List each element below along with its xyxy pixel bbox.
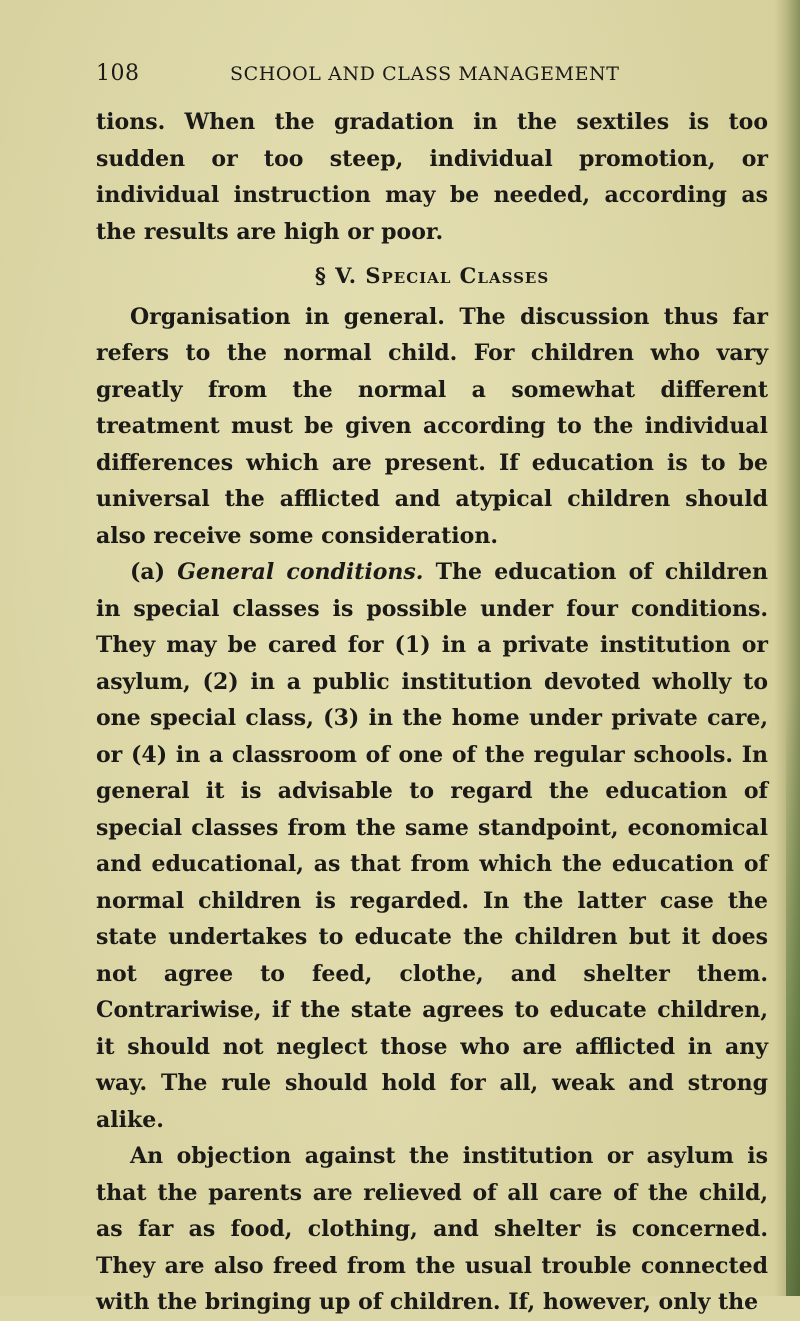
run-in-heading: Organisation in general. [130,303,445,330]
body-text [96,104,768,1321]
paragraph-general-conditions [96,554,768,1138]
page-number: 108 [96,61,140,86]
paragraph-continued: tions. When the gradation in the sextiles is too sudden or too steep, individual promotion, or individual instruction may be needed, according as the results are high or poor. [96,109,768,245]
page-edge-shadow-lower [786,700,800,1296]
running-title: SCHOOL AND CLASS MANAGEMENT [230,63,620,85]
subsection-label: (a) [130,559,178,585]
paragraph-text: The education of children in special classes is possible under four conditions. They may be cared for (1) in a private institution or asylum, (2) in a public institution devoted wholly to one special class, (3) in the home under private care, or (4) in a classroom of one of the regular schools. In general it is advisable to regard the education of special classes from the same standpoint, economical and educational, as that from which the education of normal children is regarded. In the latter case the state undertakes to educate the children but it does not agree to feed, clothe, and shelter them. Contrariwise, if the state agrees to educate children, it should not neglect those who are afflicted in any way. The rule should hold for all, weak and strong alike. [96,559,768,1133]
paragraph-organisation [96,299,768,555]
running-head [96,56,768,92]
paragraph-objection: An objection against the institution or asylum is that the parents are relieved of all care of the child, as far as food, clothing, and shelter is concerned. They are also freed from the usual trouble connected with the bringing up of children. If, however, only the [96,1143,768,1315]
run-in-heading: General conditions. [177,559,424,585]
section-heading: § V. Special Classes [314,263,550,288]
paragraph-text: The discussion thus far refers to the normal child. For children who vary greatly from the normal a somewhat different treatment must be given according to the individual differences which are present. If education is to be universal the afflicted and atypical children should also receive some consideration. [96,303,768,549]
